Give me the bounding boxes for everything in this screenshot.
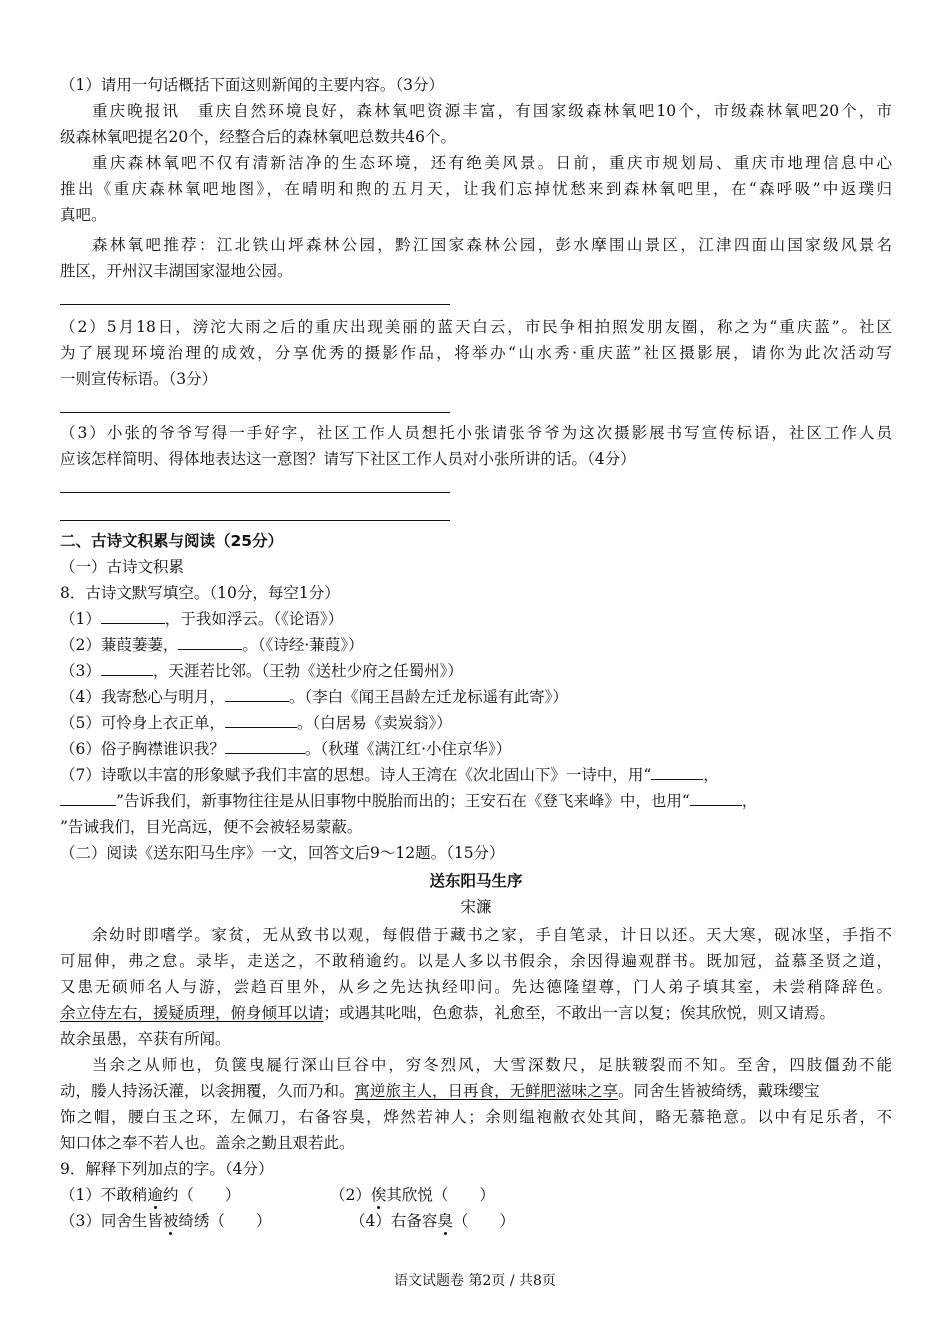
- answer-line[interactable]: [60, 412, 450, 413]
- q7-part2-line: 一则宣传标语。（3分）: [60, 370, 218, 388]
- passage-line: 又患无硕师名人与游，尝趋百里外，从乡之先达执经叩问。先达德隆望尊，门人弟子填其室，未尝稍降辞色。: [60, 978, 892, 996]
- q7-part3-line: （3）小张的爷爷写得一手好字，社区工作人员想托小张请张爷爷为这次摄影展书写宣传标语，社区工作人员: [60, 424, 892, 442]
- q7-part2-line: 为了展现环境治理的成效，分享优秀的摄影作品，将举办“山水秀·重庆蓝”社区摄影展，请你为此次活动写: [60, 344, 892, 362]
- fill-blank[interactable]: [690, 788, 742, 806]
- passage-line: 余幼时即嗜学。家贫，无从致书以观，每假借于藏书之家，手自笔录，计日以还。天大寒，砚冰坚，手指不: [92, 926, 892, 944]
- news-line: 重庆晚报讯 重庆自然环境良好，森林氧吧资源丰富，有国家级森林氧吧10个，市级森林氧吧20个，市: [92, 102, 892, 120]
- news-line: 推出《重庆森林氧吧地图》，在晴明和煦的五月天，让我们忘掉忧愁来到森林氧吧里，在“森呼吸”中返璞归: [60, 180, 892, 198]
- q9-item-2: （2）俟其欣悦（ ）: [330, 1186, 495, 1204]
- answer-line[interactable]: [60, 520, 450, 521]
- underlined-sentence: 寓逆旅主人，日再食，无鲜肥滋味之享: [354, 1082, 619, 1100]
- news-line: 重庆森林氧吧不仅有清新洁净的生态环境，还有绝美风景。日前，重庆市规划局、重庆市地理信息中心: [92, 154, 892, 172]
- q8-item-7-cont: ”告诉我们，新事物往往是从旧事物中脱胎而出的；王安石在《登飞来峰》中，也用“ ，: [60, 788, 892, 814]
- answer-line[interactable]: [60, 492, 450, 493]
- q7-part2-line: （2）5月18日，滂沱大雨之后的重庆出现美丽的蓝天白云，市民争相拍照发朋友圈，称之为“重庆蓝”。社区: [60, 318, 892, 336]
- passage-line: 故余虽愚，卒获有所闻。: [60, 1030, 231, 1048]
- passage-title: 送东阳马生序: [429, 872, 523, 890]
- q8-item-2: （2）蒹葭萋萋， 。（《诗经·蒹葭》）: [60, 632, 892, 658]
- q8-title: 8．古诗文默写填空。（10分，每空1分）: [60, 584, 340, 602]
- q8-item-7-cont: ”告诫我们，目光高远，便不会被轻易蒙蔽。: [60, 818, 363, 836]
- news-line: 胜区，开州汉丰湖国家湿地公园。: [60, 262, 293, 280]
- subsection-title: （二）阅读《送东阳马生序》一文，回答文后9～12题。（15分）: [60, 844, 505, 862]
- q7-part3-line: 应该怎样简明、得体地表达这一意图？请写下社区工作人员对小张所讲的话。（4分）: [60, 450, 636, 468]
- news-line: 森林氧吧推荐：江北铁山坪森林公园，黔江国家森林公园，彭水摩围山景区，江津四面山国家级风景名: [92, 236, 892, 254]
- answer-line[interactable]: [60, 304, 450, 305]
- q8-item-1: （1） ，于我如浮云。（《论语》）: [60, 606, 892, 632]
- fill-blank[interactable]: [225, 736, 305, 754]
- q9-title: 9．解释下列加点的字。（4分）: [60, 1160, 274, 1178]
- dotted-char: 俟: [370, 1186, 387, 1204]
- news-line: 真吧。: [60, 206, 107, 224]
- passage-author: 宋濂: [460, 898, 492, 916]
- q9-item-3: （3）同舍生皆被绮绣（ ）: [60, 1212, 272, 1230]
- q8-item-4: （4）我寄愁心与明月， 。（李白《闻王昌龄左迁龙标遥有此寄》）: [60, 684, 892, 710]
- section-heading: 二、古诗文积累与阅读（25分）: [60, 532, 284, 550]
- q8-item-6: （6）俗子胸襟谁识我？ 。（秋瑾《满江红·小住京华》）: [60, 736, 892, 762]
- q9-item-1: （1）不敢稍逾约（ ）: [60, 1186, 241, 1204]
- passage-line: 饰之帽，腰白玉之环，左佩刀，右备容臭，烨然若神人；余则缊袍敝衣处其间，略无慕艳意。以中有足乐者，不: [60, 1108, 892, 1126]
- q7-part1-prompt: （1）请用一句话概括下面这则新闻的主要内容。（3分）: [60, 76, 444, 94]
- q9-row: [60, 1182, 892, 1208]
- passage-line: 余立侍左右，援疑质理，俯身倾耳以请；或遇其叱咄，色愈恭，礼愈至，不敢出一言以复；俟其欣悦，则又请焉。: [60, 1004, 836, 1022]
- dotted-char: 被: [162, 1212, 179, 1230]
- passage-line: 可屈伸，弗之怠。录毕，走送之，不敢稍逾约。以是人多以书假余，余因得遍观群书。既加冠，益慕圣贤之道，: [60, 952, 892, 970]
- news-line: 级森林氧吧提名20个，经整合后的森林氧吧总数共46个。: [60, 128, 456, 146]
- subsection-title: （一）古诗文积累: [60, 558, 185, 576]
- fill-blank[interactable]: [101, 658, 153, 676]
- fill-blank[interactable]: [101, 606, 165, 624]
- passage-line: 动，媵人持汤沃灌，以衾拥覆，久而乃和。寓逆旅主人，日再食，无鲜肥滋味之享。同舍生皆被绮绣，戴珠缨宝: [60, 1082, 820, 1100]
- fill-blank[interactable]: [225, 710, 297, 728]
- passage-line: 知口体之奉不若人也。盖余之勤且艰若此。: [60, 1134, 355, 1152]
- q8-item-7: （7）诗歌以丰富的形象赋予我们丰富的思想。诗人王湾在《次北固山下》一诗中，用“ ，: [60, 762, 892, 788]
- q9-row: [60, 1208, 892, 1234]
- fill-blank[interactable]: [60, 788, 116, 806]
- fill-blank[interactable]: [178, 632, 242, 650]
- page-footer: 语文试题卷 第2页 / 共8页: [394, 1273, 556, 1289]
- fill-blank[interactable]: [651, 762, 703, 780]
- dotted-char: 逾: [147, 1186, 163, 1204]
- passage-line: 当余之从师也，负箧曳屣行深山巨谷中，穷冬烈风，大雪深数尺，足肤皲裂而不知。至舍，四肢僵劲不能: [92, 1056, 892, 1074]
- q8-item-3: （3） ，天涯若比邻。（王勃《送杜少府之任蜀州》）: [60, 658, 892, 684]
- fill-blank[interactable]: [225, 684, 289, 702]
- q9-item-4: （4）右备容臭（ ）: [350, 1212, 515, 1230]
- q8-item-5: （5）可怜身上衣正单， 。（白居易《卖炭翁》）: [60, 710, 892, 736]
- dotted-char: 臭: [437, 1212, 453, 1230]
- underlined-sentence: 余立侍左右，援疑质理，俯身倾耳以请: [60, 1004, 324, 1022]
